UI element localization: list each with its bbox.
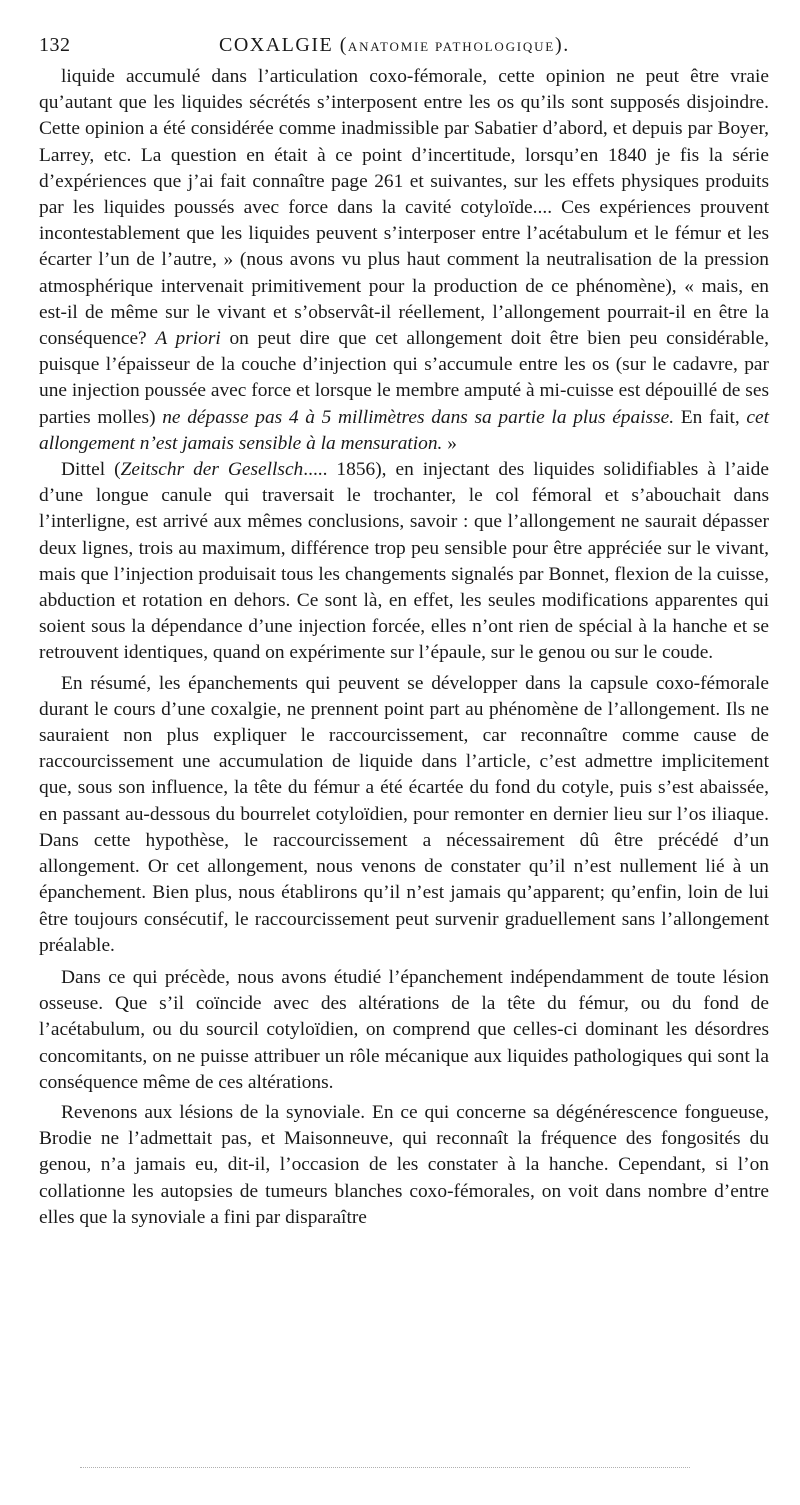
text-run: Revenons aux lésions de la synoviale. En ce qui concerne sa dégénérescence fongueuse, Brodie ne l’admettait pas, et Maisonneuve, qui reconnaît la fréquence des fongosités du genou, n’a jamais eu, dit-il, l’occasion de les constater à la hanche. Cependant, si l’on collationne les autopsies de tumeurs blanches coxo-fémorales, on voit dans nombre d’entre elles que la synoviale a fini par disparaître bbox=[39, 1101, 769, 1228]
body-text bbox=[39, 64, 769, 1231]
bottom-rule bbox=[80, 1467, 690, 1468]
text-run: En fait, bbox=[674, 406, 747, 428]
text-run: En résumé, les épanchements qui peuvent se développer dans la capsule coxo-fémorale durant le cours d’une coxalgie, ne prennent point part au phénomène de l’allongement. Ils ne sauraient non plus expliquer le raccourcissement, car reconnaître comme cause de raccourcissement une accumulation de liquide dans l’article, c’est admettre implicitement que, sous son influence, la tête du fémur a été écartée du fond du cotyle, puis s’est abaissée, en passant au-dessous du bourrelet cotyloïdien, pour remonter en dernier lieu sur l’os iliaque. Dans cette hypothèse, le raccourcissement a nécessairement dû être précédé d’un allongement. Or cet allongement, nous venons de constater qu’il n’est nullement lié à un épanchement. Bien plus, nous établirons qu’il n’est jamais qu’apparent; qu’enfin, loin de lui être toujours consécutif, le raccourcissement peut survenir graduellement sans l’allongement préalable. bbox=[39, 672, 769, 956]
text-run: liquide accumulé dans l’articulation coxo-fémorale, cette opinion ne peut être vraie qu’autant que les liquides sécrétés s’interposent entre les os qu’ils sont supposés disjoindre. Cette opinion a été considérée comme inadmissible par Sabatier d’abord, et depuis par Boyer, Larrey, etc. La question en était à ce point d’incertitude, lorsqu’en 1840 je fis la série d’expériences que j’ai fait connaître page 261 et suivantes, sur les effets physiques produits par les liquides poussés avec force dans la cavité cotyloïde.... Ces expériences prouvent incontestablement que les liquides peuvent s’interposer entre l’acétabulum et le fémur et les écarter l’un de l’autre, » (nous avons vu plus haut comment la neutralisation de la pression atmosphérique intervenait primitivement pour la production de ce phénomène), « mais, en est-il de même sur le vivant et s’observât-il réellement, l’allongement pourrait-il en être la conséquence? bbox=[39, 66, 769, 350]
book-page bbox=[39, 30, 769, 1231]
paragraph bbox=[39, 671, 769, 959]
running-title-close: ). bbox=[555, 34, 570, 56]
paragraph bbox=[39, 64, 769, 457]
italic-text: A priori bbox=[155, 328, 221, 350]
running-title bbox=[219, 30, 570, 62]
text-run: Dans ce qui précède, nous avons étudié l’épanchement indépendamment de toute lésion osseuse. Que s’il coïncide avec des altérations de la tête du fémur, ou du fond de l’acétabulum, ou du sourcil cotyloïdien, on comprend que celles-ci dominant les désordres concomitants, on ne puisse attribuer un rôle mécanique aux liquides pathologiques qui sont la conséquence même de ces altérations. bbox=[39, 966, 769, 1093]
page-header bbox=[39, 30, 769, 60]
paragraph bbox=[39, 457, 769, 667]
text-run: » bbox=[442, 432, 457, 454]
paragraph bbox=[39, 1100, 769, 1231]
page-number: 132 bbox=[39, 34, 71, 56]
text-run: on peut dire que cet allongement doit être bien peu considérable, puisque l’épaisseur de la couche d’injection qui s’accumule entre les os (sur le cadavre, par une injection poussée avec force et lorsque le membre amputé à mi-cuisse est dépouillé de ses parties molles) bbox=[39, 328, 769, 428]
text-run: ..... 1856), en injectant des liquides solidifiables à l’aide d’une longue canule qui traversait le trochanter, le col fémoral et s’abouchait dans l’interligne, est arrivé aux mêmes conclusions, savoir : que l’allongement ne saurait dépasser deux lignes, trois au maximum, différence trop peu sensible pour être appréciée sur le vivant, mais que l’injection produisait tous les changements signalés par Bonnet, flexion de la cuisse, abduction et rotation en dehors. Ce sont là, en effet, les seules modifications apparentes qui soient sous la dépendance d’une injection forcée, elles n’ont rien de spécial à la hanche et se retrouvent identiques, quand on expérimente sur l’épaule, sur le genou ou sur le coude. bbox=[39, 459, 769, 664]
italic-text: Zeitschr der Gesellsch bbox=[120, 459, 304, 481]
italic-text: ne dépasse pas 4 à 5 millimètres dans sa partie la plus épaisse. bbox=[162, 406, 675, 428]
italic-text: cet allongement n’est jamais sensible à la mensuration. bbox=[39, 406, 769, 454]
running-title-main: COXALGIE ( bbox=[219, 34, 348, 56]
paragraph bbox=[39, 965, 769, 1096]
text-run: Dittel ( bbox=[61, 459, 121, 481]
running-title-subtitle: ANATOMIE PATHOLOGIQUE bbox=[347, 39, 556, 54]
